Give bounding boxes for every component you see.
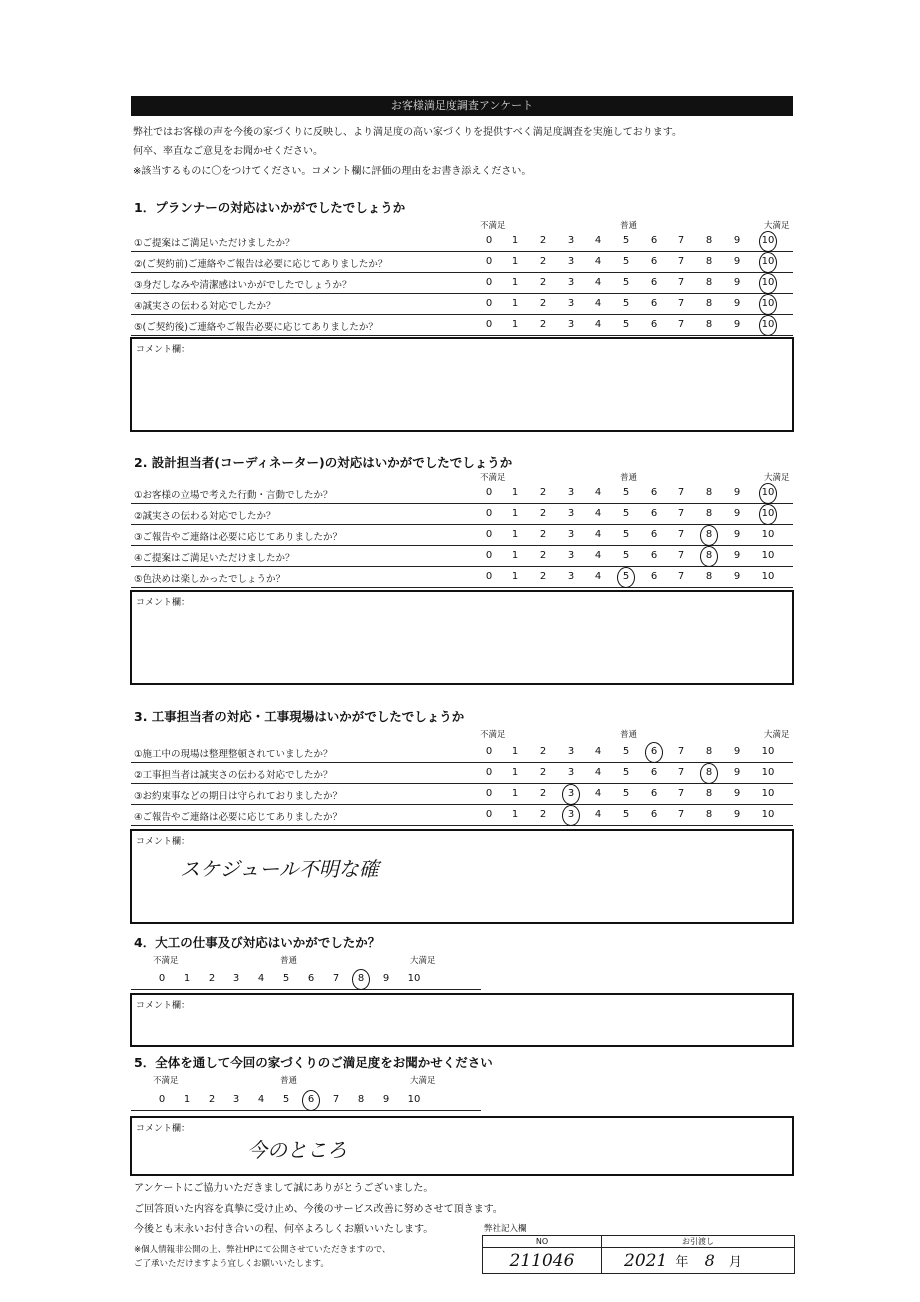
section3-comment-label: コメント欄： — [136, 837, 191, 847]
section1-q2-option-9[interactable]: 9 — [733, 256, 741, 267]
section2-q3-option-7[interactable]: 7 — [677, 529, 685, 540]
section1-q1-option-8[interactable]: 8 — [705, 235, 713, 246]
section4-row-line — [131, 989, 481, 990]
section1-q5-option-8[interactable]: 8 — [705, 319, 713, 330]
office-year-value: 2021 — [624, 1250, 668, 1271]
section2-q1-option-8[interactable]: 8 — [705, 487, 713, 498]
section3-q3-option-3[interactable]: 3 — [567, 788, 575, 799]
office-date-label: お引渡し — [602, 1236, 795, 1248]
section1-q1-option-2[interactable]: 2 — [539, 235, 547, 246]
section2-q1-option-6[interactable]: 6 — [650, 487, 658, 498]
section1-q3-option-5[interactable]: 5 — [622, 277, 630, 288]
section1-q1-option-3[interactable]: 3 — [567, 235, 575, 246]
section2-q3-option-3[interactable]: 3 — [567, 529, 575, 540]
section2-q5-option-7[interactable]: 7 — [677, 571, 685, 582]
section4-label-high: 大満足 — [410, 956, 436, 966]
section3-label-mid: 普通 — [620, 730, 638, 740]
section5-option-0[interactable]: 0 — [158, 1094, 166, 1105]
section3-q4-option-8[interactable]: 8 — [705, 809, 713, 820]
section3-q1-option-6[interactable]: 6 — [650, 746, 658, 757]
section2-q3-option-5[interactable]: 5 — [622, 529, 630, 540]
section2-q2-option-2[interactable]: 2 — [539, 508, 547, 519]
section2-q5-option-4[interactable]: 4 — [594, 571, 602, 582]
intro-line-2: 何卒、率直なご意見をお聞かせください。 — [133, 146, 323, 157]
section3-question-3: ③お約束事などの期日は守られておりましたか？ — [134, 791, 343, 802]
section1-question-3: ③身だしなみや清潔感はいかがでしたでしょうか？ — [134, 280, 352, 291]
section2-label-low: 不満足 — [480, 473, 506, 483]
section3-q4-option-7[interactable]: 7 — [677, 809, 685, 820]
section1-q5-option-1[interactable]: 1 — [511, 319, 519, 330]
section3-q4-option-1[interactable]: 1 — [511, 809, 519, 820]
section1-q2-option-4[interactable]: 4 — [594, 256, 602, 267]
section1-row-line — [131, 251, 793, 252]
section2-q2-option-3[interactable]: 3 — [567, 508, 575, 519]
section4-option-6[interactable]: 6 — [307, 973, 315, 984]
section1-q1-answer-circle — [759, 231, 777, 252]
section1-label-mid: 普通 — [620, 221, 638, 231]
section3-q4-option-0[interactable]: 0 — [485, 809, 493, 820]
section1-q3-option-3[interactable]: 3 — [567, 277, 575, 288]
section4-option-2[interactable]: 2 — [208, 973, 216, 984]
office-heading: 弊社記入欄 — [484, 1224, 527, 1234]
section2-question-1: ①お客様の立場で考えた行動・言動でしたか？ — [134, 490, 333, 501]
section4-label-low: 不満足 — [153, 956, 179, 966]
section3-q1-option-9[interactable]: 9 — [733, 746, 741, 757]
section2-q2-option-9[interactable]: 9 — [733, 508, 741, 519]
section1-q4-option-6[interactable]: 6 — [650, 298, 658, 309]
section1-label-low: 不満足 — [480, 221, 506, 231]
section2-q4-option-3[interactable]: 3 — [567, 550, 575, 561]
section1-q5-option-4[interactable]: 4 — [594, 319, 602, 330]
section2-q3-option-6[interactable]: 6 — [650, 529, 658, 540]
section2-q4-option-10[interactable]: 10 — [761, 550, 775, 561]
section1-row-line — [131, 272, 793, 273]
section2-q2-option-1[interactable]: 1 — [511, 508, 519, 519]
section3-row-line — [131, 804, 793, 805]
section2-question-2: ②誠実さの伝わる対応でしたか？ — [134, 511, 276, 522]
section2-q5-option-3[interactable]: 3 — [567, 571, 575, 582]
section3-q3-option-4[interactable]: 4 — [594, 788, 602, 799]
section5-heading: 5．全体を通して今回の家づくりのご満足度をお聞かせください — [134, 1055, 493, 1070]
section5-comment-label: コメント欄： — [136, 1124, 191, 1134]
section2-q4-answer-circle — [700, 546, 718, 567]
section5-answer-circle — [302, 1090, 320, 1111]
section1-q3-option-8[interactable]: 8 — [705, 277, 713, 288]
section1-question-4: ④誠実さの伝わる対応でしたか？ — [134, 301, 276, 312]
section1-q5-option-9[interactable]: 9 — [733, 319, 741, 330]
section1-q4-option-1[interactable]: 1 — [511, 298, 519, 309]
section3-q3-option-1[interactable]: 1 — [511, 788, 519, 799]
section5-label-mid: 普通 — [280, 1076, 298, 1086]
section2-q3-option-2[interactable]: 2 — [539, 529, 547, 540]
section3-q2-option-10[interactable]: 10 — [761, 767, 775, 778]
section2-q2-option-10[interactable]: 10 — [761, 508, 775, 519]
section2-q1-option-9[interactable]: 9 — [733, 487, 741, 498]
section3-q1-option-7[interactable]: 7 — [677, 746, 685, 757]
section1-q4-option-9[interactable]: 9 — [733, 298, 741, 309]
section2-q4-option-0[interactable]: 0 — [485, 550, 493, 561]
section5-option-9[interactable]: 9 — [382, 1094, 390, 1105]
section5-option-1[interactable]: 1 — [183, 1094, 191, 1105]
section1-q1-option-6[interactable]: 6 — [650, 235, 658, 246]
section2-q4-option-5[interactable]: 5 — [622, 550, 630, 561]
section3-comment-text: スケジュール不明な確 — [180, 857, 379, 881]
section4-comment-label: コメント欄： — [136, 1001, 191, 1011]
section5-comment-text: 今のところ — [247, 1138, 347, 1162]
section2-row-line — [131, 524, 793, 525]
section1-q4-answer-circle — [759, 294, 777, 315]
section2-row-line — [131, 566, 793, 567]
section2-q5-option-0[interactable]: 0 — [485, 571, 493, 582]
section4-option-3[interactable]: 3 — [232, 973, 240, 984]
section3-q1-option-5[interactable]: 5 — [622, 746, 630, 757]
section4-heading: 4．大工の仕事及び対応はいかがでしたか？ — [134, 935, 381, 950]
section3-q2-answer-circle — [700, 763, 718, 784]
section5-option-10[interactable]: 10 — [407, 1094, 421, 1105]
section1-q3-option-7[interactable]: 7 — [677, 277, 685, 288]
section1-q5-option-7[interactable]: 7 — [677, 319, 685, 330]
section3-row-line — [131, 783, 793, 784]
section5-option-2[interactable]: 2 — [208, 1094, 216, 1105]
section2-row-line — [131, 503, 793, 504]
footer-line-3: 今後とも末永いお付き合いの程、何卒よろしくお願いいたします。 — [134, 1224, 434, 1235]
section3-question-1: ①施工中の現場は整理整頓されていましたか？ — [134, 749, 333, 760]
section2-q3-option-0[interactable]: 0 — [485, 529, 493, 540]
section3-q1-option-10[interactable]: 10 — [761, 746, 775, 757]
section3-q3-option-9[interactable]: 9 — [733, 788, 741, 799]
section4-option-1[interactable]: 1 — [183, 973, 191, 984]
section2-q5-option-9[interactable]: 9 — [733, 571, 741, 582]
section1-q2-option-7[interactable]: 7 — [677, 256, 685, 267]
section4-comment-box[interactable] — [130, 993, 794, 1047]
section2-q1-option-4[interactable]: 4 — [594, 487, 602, 498]
section2-question-3: ③ご報告やご連絡は必要に応じてありましたか？ — [134, 532, 343, 543]
section1-q1-option-4[interactable]: 4 — [594, 235, 602, 246]
section1-question-5: ⑤(ご契約後)ご連絡やご報告必要に応じてありましたか？ — [134, 322, 378, 333]
section1-q4-option-2[interactable]: 2 — [539, 298, 547, 309]
section3-q2-option-9[interactable]: 9 — [733, 767, 741, 778]
intro-line-1: 弊社ではお客様の声を今後の家づくりに反映し、より満足度の高い家づくりを提供すべく満足度調査を実施しております。 — [133, 127, 682, 138]
section2-q3-option-4[interactable]: 4 — [594, 529, 602, 540]
section2-q3-option-10[interactable]: 10 — [761, 529, 775, 540]
section2-q4-option-4[interactable]: 4 — [594, 550, 602, 561]
section2-q5-option-5[interactable]: 5 — [622, 571, 630, 582]
section1-comment-box[interactable] — [130, 337, 794, 432]
section1-q3-option-1[interactable]: 1 — [511, 277, 519, 288]
section2-q1-option-3[interactable]: 3 — [567, 487, 575, 498]
section1-heading: 1．プランナーの対応はいかがでしたでしょうか — [134, 200, 406, 215]
section5-option-6[interactable]: 6 — [307, 1094, 315, 1105]
section2-q2-option-4[interactable]: 4 — [594, 508, 602, 519]
section3-q3-option-5[interactable]: 5 — [622, 788, 630, 799]
section3-q4-answer-circle — [562, 805, 580, 826]
section2-question-5: ⑤色決めは楽しかったでしょうか？ — [134, 574, 286, 585]
section1-row-line — [131, 335, 793, 336]
section3-q3-answer-circle — [562, 784, 580, 805]
section1-q5-option-3[interactable]: 3 — [567, 319, 575, 330]
section1-q2-answer-circle — [759, 252, 777, 273]
section2-q3-option-8[interactable]: 8 — [705, 529, 713, 540]
section5-option-5[interactable]: 5 — [282, 1094, 290, 1105]
office-date-value — [602, 1248, 795, 1274]
section5-label-low: 不満足 — [153, 1076, 179, 1086]
section2-q1-answer-circle — [759, 483, 777, 504]
section1-q2-option-6[interactable]: 6 — [650, 256, 658, 267]
office-table — [482, 1235, 795, 1274]
section2-q2-option-8[interactable]: 8 — [705, 508, 713, 519]
section2-row-line — [131, 587, 793, 588]
section3-q4-option-10[interactable]: 10 — [761, 809, 775, 820]
section2-q3-option-9[interactable]: 9 — [733, 529, 741, 540]
section2-label-mid: 普通 — [620, 473, 638, 483]
section1-q4-option-10[interactable]: 10 — [761, 298, 775, 309]
section3-q1-option-3[interactable]: 3 — [567, 746, 575, 757]
section3-q1-option-0[interactable]: 0 — [485, 746, 493, 757]
section1-q2-option-5[interactable]: 5 — [622, 256, 630, 267]
section1-q5-option-0[interactable]: 0 — [485, 319, 493, 330]
section5-option-7[interactable]: 7 — [332, 1094, 340, 1105]
section3-question-2: ②工事担当者は誠実さの伝わる対応でしたか？ — [134, 770, 333, 781]
section3-comment-box[interactable] — [130, 829, 794, 924]
section4-option-4[interactable]: 4 — [257, 973, 265, 984]
section4-option-5[interactable]: 5 — [282, 973, 290, 984]
section3-q1-answer-circle — [645, 742, 663, 763]
section1-q5-option-5[interactable]: 5 — [622, 319, 630, 330]
section1-row-line — [131, 314, 793, 315]
office-no-value: 211046 — [483, 1248, 602, 1274]
section2-row-line — [131, 545, 793, 546]
section3-row-line — [131, 762, 793, 763]
section1-q2-option-2[interactable]: 2 — [539, 256, 547, 267]
section3-q4-option-9[interactable]: 9 — [733, 809, 741, 820]
section2-q5-option-6[interactable]: 6 — [650, 571, 658, 582]
section4-option-10[interactable]: 10 — [407, 973, 421, 984]
section1-q3-option-9[interactable]: 9 — [733, 277, 741, 288]
section2-q2-option-0[interactable]: 0 — [485, 508, 493, 519]
section2-question-4: ④ご提案はご満足いただけましたか？ — [134, 553, 295, 564]
section4-option-7[interactable]: 7 — [332, 973, 340, 984]
section4-answer-circle — [352, 969, 370, 990]
section3-q2-option-8[interactable]: 8 — [705, 767, 713, 778]
footer-note-2: ご了承いただけますよう宜しくお願いいたします。 — [134, 1259, 329, 1269]
section2-heading: 2. 設計担当者(コーディネーター)の対応はいかがでしたでしょうか — [134, 455, 513, 470]
section4-label-mid: 普通 — [280, 956, 298, 966]
section3-q1-option-1[interactable]: 1 — [511, 746, 519, 757]
section3-q2-option-5[interactable]: 5 — [622, 767, 630, 778]
section1-q4-option-8[interactable]: 8 — [705, 298, 713, 309]
section1-q2-option-8[interactable]: 8 — [705, 256, 713, 267]
section1-q3-option-2[interactable]: 2 — [539, 277, 547, 288]
section1-q4-option-5[interactable]: 5 — [622, 298, 630, 309]
section5-label-high: 大満足 — [410, 1076, 436, 1086]
section2-q4-option-1[interactable]: 1 — [511, 550, 519, 561]
section2-q4-option-2[interactable]: 2 — [539, 550, 547, 561]
section3-q2-option-0[interactable]: 0 — [485, 767, 493, 778]
section1-q4-option-3[interactable]: 3 — [567, 298, 575, 309]
section3-q2-option-3[interactable]: 3 — [567, 767, 575, 778]
section3-label-low: 不満足 — [480, 730, 506, 740]
section3-q2-option-2[interactable]: 2 — [539, 767, 547, 778]
section3-heading: 3. 工事担当者の対応・工事現場はいかがでしたでしょうか — [134, 709, 465, 724]
section1-q2-option-10[interactable]: 10 — [761, 256, 775, 267]
survey-title: お客様満足度調査アンケート — [131, 96, 793, 116]
section1-comment-label: コメント欄： — [136, 345, 191, 355]
section1-q1-option-5[interactable]: 5 — [622, 235, 630, 246]
office-year-unit: 年 — [675, 1254, 689, 1270]
section5-comment-box[interactable] — [130, 1116, 794, 1176]
section1-row-line — [131, 293, 793, 294]
section3-row-line — [131, 825, 793, 826]
section2-q2-option-7[interactable]: 7 — [677, 508, 685, 519]
section2-q5-option-8[interactable]: 8 — [705, 571, 713, 582]
section5-option-3[interactable]: 3 — [232, 1094, 240, 1105]
section2-q2-option-5[interactable]: 5 — [622, 508, 630, 519]
section3-q4-option-3[interactable]: 3 — [567, 809, 575, 820]
section2-comment-label: コメント欄： — [136, 598, 191, 608]
section1-q1-option-0[interactable]: 0 — [485, 235, 493, 246]
section1-q2-option-0[interactable]: 0 — [485, 256, 493, 267]
section2-q1-option-0[interactable]: 0 — [485, 487, 493, 498]
section1-question-1: ①ご提案はご満足いただけましたか？ — [134, 238, 295, 249]
section1-q5-option-6[interactable]: 6 — [650, 319, 658, 330]
section1-q2-option-3[interactable]: 3 — [567, 256, 575, 267]
section1-q4-option-0[interactable]: 0 — [485, 298, 493, 309]
section1-q5-option-2[interactable]: 2 — [539, 319, 547, 330]
section3-q2-option-7[interactable]: 7 — [677, 767, 685, 778]
section1-q1-option-9[interactable]: 9 — [733, 235, 741, 246]
section2-q3-option-1[interactable]: 1 — [511, 529, 519, 540]
section4-option-9[interactable]: 9 — [382, 973, 390, 984]
section3-q3-option-2[interactable]: 2 — [539, 788, 547, 799]
section1-q2-option-1[interactable]: 1 — [511, 256, 519, 267]
section2-q3-answer-circle — [700, 525, 718, 546]
section3-q1-option-4[interactable]: 4 — [594, 746, 602, 757]
section1-q5-answer-circle — [759, 315, 777, 336]
section2-label-high: 大満足 — [764, 473, 790, 483]
section2-q1-option-10[interactable]: 10 — [761, 487, 775, 498]
section2-q4-option-8[interactable]: 8 — [705, 550, 713, 561]
section3-q3-option-6[interactable]: 6 — [650, 788, 658, 799]
section3-q4-option-2[interactable]: 2 — [539, 809, 547, 820]
section2-q1-option-1[interactable]: 1 — [511, 487, 519, 498]
section1-q3-option-0[interactable]: 0 — [485, 277, 493, 288]
section2-q4-option-7[interactable]: 7 — [677, 550, 685, 561]
section5-option-8[interactable]: 8 — [357, 1094, 365, 1105]
section2-q1-option-7[interactable]: 7 — [677, 487, 685, 498]
section1-q4-option-7[interactable]: 7 — [677, 298, 685, 309]
office-no-label: NO — [483, 1236, 602, 1248]
section3-q4-option-6[interactable]: 6 — [650, 809, 658, 820]
section1-q5-option-10[interactable]: 10 — [761, 319, 775, 330]
section3-q2-option-4[interactable]: 4 — [594, 767, 602, 778]
section2-q2-option-6[interactable]: 6 — [650, 508, 658, 519]
section2-q5-option-10[interactable]: 10 — [761, 571, 775, 582]
section2-q4-option-9[interactable]: 9 — [733, 550, 741, 561]
section3-question-4: ④ご報告やご連絡は必要に応じてありましたか？ — [134, 812, 343, 823]
section4-option-0[interactable]: 0 — [158, 973, 166, 984]
section4-option-8[interactable]: 8 — [357, 973, 365, 984]
section3-q3-option-0[interactable]: 0 — [485, 788, 493, 799]
section2-q1-option-5[interactable]: 5 — [622, 487, 630, 498]
section3-q1-option-8[interactable]: 8 — [705, 746, 713, 757]
footer-thanks: アンケートにご協力いただきまして誠にありがとうございました。 — [134, 1183, 434, 1194]
section1-q3-option-10[interactable]: 10 — [761, 277, 775, 288]
section2-q5-option-2[interactable]: 2 — [539, 571, 547, 582]
section3-q2-option-6[interactable]: 6 — [650, 767, 658, 778]
section1-label-high: 大満足 — [764, 221, 790, 231]
section1-q3-option-4[interactable]: 4 — [594, 277, 602, 288]
section2-q2-answer-circle — [759, 504, 777, 525]
section5-option-4[interactable]: 4 — [257, 1094, 265, 1105]
section1-q3-answer-circle — [759, 273, 777, 294]
section1-q1-option-7[interactable]: 7 — [677, 235, 685, 246]
section3-q1-option-2[interactable]: 2 — [539, 746, 547, 757]
office-month-value: 8 — [704, 1250, 715, 1270]
section2-q4-option-6[interactable]: 6 — [650, 550, 658, 561]
section5-row-line — [131, 1110, 481, 1111]
section1-q3-option-6[interactable]: 6 — [650, 277, 658, 288]
section1-q4-option-4[interactable]: 4 — [594, 298, 602, 309]
section2-q5-answer-circle — [617, 567, 635, 588]
office-month-unit: 月 — [728, 1254, 742, 1270]
section2-comment-box[interactable] — [130, 590, 794, 685]
section3-q4-option-5[interactable]: 5 — [622, 809, 630, 820]
section3-q3-option-7[interactable]: 7 — [677, 788, 685, 799]
intro-line-3: ※該当するものに〇をつけてください。コメント欄に評価の理由をお書き添えください。 — [133, 166, 532, 177]
section1-q1-option-1[interactable]: 1 — [511, 235, 519, 246]
footer-line-2: ご回答頂いた内容を真摯に受け止め、今後のサービス改善に努めさせて頂きます。 — [134, 1204, 503, 1215]
section3-q3-option-8[interactable]: 8 — [705, 788, 713, 799]
section3-label-high: 大満足 — [764, 730, 790, 740]
section1-question-2: ②(ご契約前)ご連絡やご報告は必要に応じてありましたか？ — [134, 259, 388, 270]
footer-note-1: ※個人情報非公開の上、弊社HPにて公開させていただきますので、 — [134, 1245, 391, 1255]
section3-q3-option-10[interactable]: 10 — [761, 788, 775, 799]
section2-q5-option-1[interactable]: 1 — [511, 571, 519, 582]
section2-q1-option-2[interactable]: 2 — [539, 487, 547, 498]
section3-q2-option-1[interactable]: 1 — [511, 767, 519, 778]
section3-q4-option-4[interactable]: 4 — [594, 809, 602, 820]
section1-q1-option-10[interactable]: 10 — [761, 235, 775, 246]
